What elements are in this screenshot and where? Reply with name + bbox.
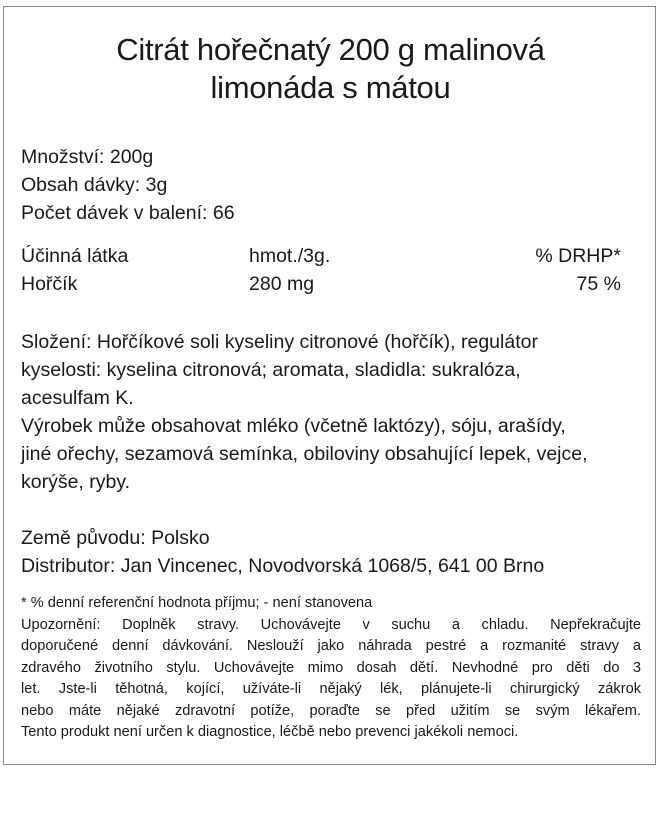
allergen-line: Výrobek může obsahovat mléko (včetně laktózy), sóju, arašídy, — [21, 415, 566, 437]
origin-info — [21, 524, 544, 580]
cell-amount: 280 mg — [249, 273, 315, 295]
header-drhp: % DRHP* — [535, 245, 621, 267]
header-amount: hmot./3g. — [249, 245, 331, 267]
doses-count-text: Počet dávek v balení: 66 — [21, 202, 235, 224]
table-header-row — [21, 242, 621, 270]
allergen-line: korýše, ryby. — [21, 471, 131, 493]
table-row — [21, 270, 621, 298]
warning-line: Tento produkt není určen k diagnostice, léčbě nebo prevenci jakékoli nemoci. — [21, 724, 519, 740]
warning-line: nebo máte nějaké zdravotní potíže, poraďte se před užitím se svým lékařem. — [21, 702, 641, 719]
warning-line: zdravého životního stylu. Uchovávejte mimo dosah dětí. Nevhodné pro děti do 3 — [21, 659, 641, 676]
amount-text: Množství: 200g — [21, 146, 154, 168]
package-info — [21, 143, 235, 227]
warning-line: let. Jste-li těhotná, kojící, užíváte-li nějaký lék, plánujete-li chirurgický zákrok — [21, 681, 641, 697]
title-line-1: Citrát hořečnatý 200 g malinová — [116, 32, 545, 67]
header-active-substance: Účinná látka — [21, 245, 129, 267]
active-ingredients-table — [21, 242, 621, 298]
product-label — [3, 6, 656, 765]
allergen-line: jiné ořechy, sezamová semínka, obiloviny obsahující lepek, vejce, — [21, 443, 588, 465]
country-of-origin: Země původu: Polsko — [21, 527, 210, 549]
composition-text — [21, 328, 646, 496]
cell-substance: Hořčík — [21, 273, 78, 295]
reference-note: * % denní referenční hodnota příjmu; - není stanovena — [21, 595, 373, 611]
composition-line: kyselosti: kyselina citronová; aromata, sladidla: sukralóza, — [21, 359, 521, 381]
footnote — [21, 593, 641, 744]
distributor-text: Distributor: Jan Vincenec, Novodvorská 1068/5, 641 00 Brno — [21, 555, 545, 577]
title-line-2: limonáda s mátou — [210, 70, 451, 105]
warning-line: Upozornění: Doplněk stravy. Uchovávejte v suchu a chladu. Nepřekračujte — [21, 616, 641, 633]
composition-line: Složení: Hořčíkové soli kyseliny citronové (hořčík), regulátor — [21, 331, 538, 353]
composition-line: acesulfam K. — [21, 387, 134, 409]
product-title — [4, 31, 657, 107]
warning-line: doporučené denní dávkování. Neslouží jako náhrada pestré a rozmanité stravy a — [21, 638, 641, 654]
dose-text: Obsah dávky: 3g — [21, 174, 168, 196]
cell-drhp: 75 % — [576, 273, 621, 295]
